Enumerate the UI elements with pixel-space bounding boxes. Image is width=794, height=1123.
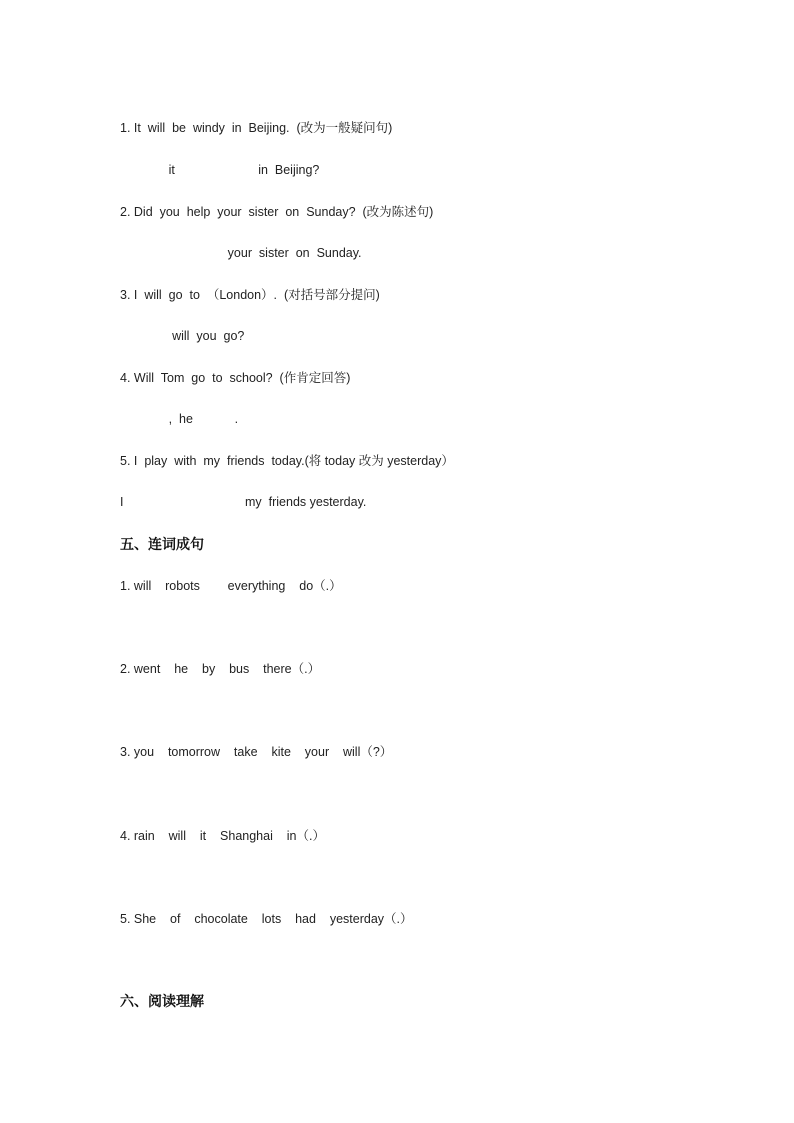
sentence-item-1: 1. will robots everything do（.） — [120, 579, 342, 593]
q5-answer: I my friends yesterday. — [120, 495, 367, 509]
sentence-item-2: 2. went he by bus there（.） — [120, 662, 321, 676]
sentence-item-3: 3. you tomorrow take kite your will（?） — [120, 745, 393, 759]
q2-question: 2. Did you help your sister on Sunday? (改为陈述句) — [120, 205, 434, 219]
section6-heading: 六、阅读理解 — [120, 993, 204, 1009]
q1-answer: it in Beijing? — [120, 163, 320, 177]
q4-question: 4. Will Tom go to school? (作肯定回答) — [120, 371, 351, 385]
sentence-item-4: 4. rain will it Shanghai in（.） — [120, 829, 325, 843]
q2-answer: your sister on Sunday. — [120, 246, 362, 260]
q3-question: 3. I will go to （London）. (对括号部分提问) — [120, 288, 380, 302]
q4-answer: , he . — [120, 412, 239, 426]
sentence-item-5: 5. She of chocolate lots had yesterday（.） — [120, 912, 413, 926]
q3-answer: will you go? — [120, 329, 245, 343]
q1-question: 1. It will be windy in Beijing. (改为一般疑问句) — [120, 121, 393, 135]
section5-heading: 五、连词成句 — [120, 536, 204, 552]
q5-question: 5. I play with my friends today.(将 today 改为 yesterday） — [120, 454, 454, 468]
